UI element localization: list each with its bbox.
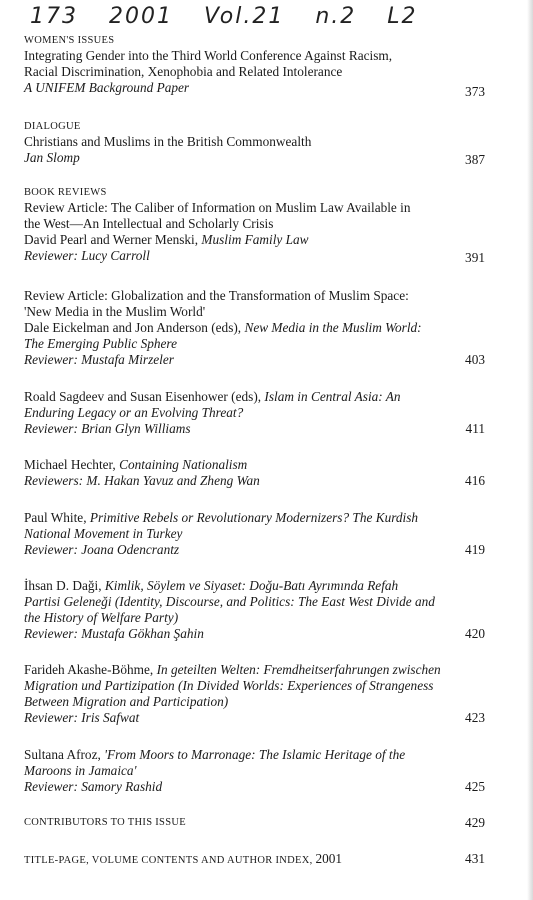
book-title: Islam in Central Asia: An — [264, 389, 401, 404]
book-authors: İhsan D. Daği, — [24, 578, 105, 593]
index-year: 2001 — [315, 851, 343, 866]
handwritten-note — [30, 4, 440, 29]
page-number: 387 — [465, 152, 485, 167]
toc-entry-review-7 — [24, 662, 485, 726]
handwritten-year: 2001 — [109, 4, 173, 29]
handwritten-number: 173 — [30, 4, 78, 29]
entry-title-cont: 'New Media in the Muslim World' — [24, 304, 206, 319]
entry-reviewer: Reviewer: Iris Safwat — [24, 710, 140, 725]
book-title-cont: Partisi Geleneği (Identity, Discourse, and Politics: The East West Divide and — [24, 594, 435, 609]
entry-reviewer: Reviewer: Samory Rashid — [24, 779, 163, 794]
page-number: 425 — [465, 779, 485, 794]
book-authors: Sultana Afroz, — [24, 747, 105, 762]
book-title-cont: Migration und Partizipation (In Divided Worlds: Experiences of Strangeness — [24, 678, 434, 693]
page-number: 419 — [465, 542, 485, 557]
toc-entry-review-1 — [24, 186, 485, 266]
entry-book-line — [24, 747, 485, 763]
book-title: 'From Moors to Marronage: The Islamic Heritage of the — [104, 747, 406, 762]
entry-author: A UNIFEM Background Paper — [24, 80, 190, 95]
page-number: 403 — [465, 352, 485, 367]
entry-book-line — [24, 662, 485, 678]
handwritten-code: L2 — [387, 4, 418, 29]
book-authors: Michael Hechter, — [24, 457, 120, 472]
book-title: In geteilten Welten: Fremdheitserfahrungen zwischen — [156, 662, 441, 677]
toc-entry-review-2 — [24, 288, 485, 368]
entry-title: Review Article: Globalization and the Transformation of Muslim Space: — [24, 288, 409, 303]
toc-entry-index — [24, 851, 485, 867]
book-title-cont: the History of Welfare Party) — [24, 610, 179, 625]
toc-entry-contributors — [24, 815, 485, 831]
entry-book-line — [24, 510, 485, 526]
entry-reviewer: Reviewer: Lucy Carroll — [24, 248, 150, 263]
page-number: 429 — [465, 815, 485, 830]
page-number: 423 — [465, 710, 485, 725]
entry-title-cont: Racial Discrimination, Xenophobia and Related Intolerance — [24, 64, 343, 79]
book-title-cont: National Movement in Turkey — [24, 526, 183, 541]
page-edge-shadow — [527, 0, 533, 900]
page-number: 420 — [465, 626, 485, 641]
toc-entry-review-4 — [24, 457, 485, 489]
section-heading: WOMEN'S ISSUES — [24, 35, 115, 46]
book-authors: Dale Eickelman and Jon Anderson (eds), — [24, 320, 245, 335]
contributors-label: CONTRIBUTORS TO THIS ISSUE — [24, 817, 186, 828]
book-title: New Media in the Muslim World: — [244, 320, 422, 335]
entry-book-line — [24, 320, 485, 336]
handwritten-issue: n.2 — [315, 4, 357, 29]
toc-entry-review-8 — [24, 747, 485, 795]
book-title-cont: Enduring Legacy or an Evolving Threat? — [24, 405, 244, 420]
toc-entry-dialogue — [24, 120, 485, 168]
page-number: 431 — [465, 851, 485, 866]
book-title: Kimlik, Söylem ve Siyaset: Doğu-Batı Ayrımında Refah — [104, 578, 399, 593]
entry-title: Integrating Gender into the Third World Conference Against Racism, — [24, 48, 393, 63]
page-number: 373 — [465, 84, 485, 99]
page-number: 411 — [465, 421, 485, 436]
book-authors: Farideh Akashe-Böhme, — [24, 662, 157, 677]
entry-reviewer: Reviewer: Joana Odencrantz — [24, 542, 180, 557]
page-number: 416 — [465, 473, 485, 488]
handwritten-volume: Vol.21 — [204, 4, 285, 29]
toc-entry-review-5 — [24, 510, 485, 558]
entry-reviewer: Reviewer: Brian Glyn Williams — [24, 421, 191, 436]
entry-reviewer: Reviewers: M. Hakan Yavuz and Zheng Wan — [24, 473, 260, 488]
entry-book-line — [24, 457, 485, 473]
entry-reviewer: Reviewer: Mustafa Gökhan Şahin — [24, 626, 204, 641]
entry-book-line — [24, 389, 485, 405]
entry-author: Jan Slomp — [24, 150, 80, 165]
book-authors: David Pearl and Werner Menski, — [24, 232, 202, 247]
entry-title-cont: the West—An Intellectual and Scholarly Crisis — [24, 216, 274, 231]
entry-title: Christians and Muslims in the British Commonwealth — [24, 134, 312, 149]
entry-book-line — [24, 578, 485, 594]
index-label: TITLE-PAGE, VOLUME CONTENTS AND AUTHOR INDEX, — [24, 855, 316, 866]
entry-book-line — [24, 232, 485, 248]
book-title-cont: The Emerging Public Sphere — [24, 336, 178, 351]
book-title: Containing Nationalism — [119, 457, 248, 472]
book-title-cont: Between Migration and Participation) — [24, 694, 229, 709]
book-authors: Paul White, — [24, 510, 90, 525]
section-heading: DIALOGUE — [24, 121, 81, 132]
book-title: Muslim Family Law — [201, 232, 309, 247]
index-line — [24, 851, 485, 868]
book-title-cont: Maroons in Jamaica' — [24, 763, 137, 778]
book-authors: Roald Sagdeev and Susan Eisenhower (eds), — [24, 389, 265, 404]
entry-title: Review Article: The Caliber of Information on Muslim Law Available in — [24, 200, 411, 215]
entry-reviewer: Reviewer: Mustafa Mirzeler — [24, 352, 174, 367]
toc-entry-review-6 — [24, 578, 485, 642]
page-number: 391 — [465, 250, 485, 265]
toc-entry-review-3 — [24, 389, 485, 437]
book-title: Primitive Rebels or Revolutionary Modernizers? The Kurdish — [89, 510, 419, 525]
section-heading: BOOK REVIEWS — [24, 187, 107, 198]
toc-entry-womens-issues — [24, 34, 485, 100]
